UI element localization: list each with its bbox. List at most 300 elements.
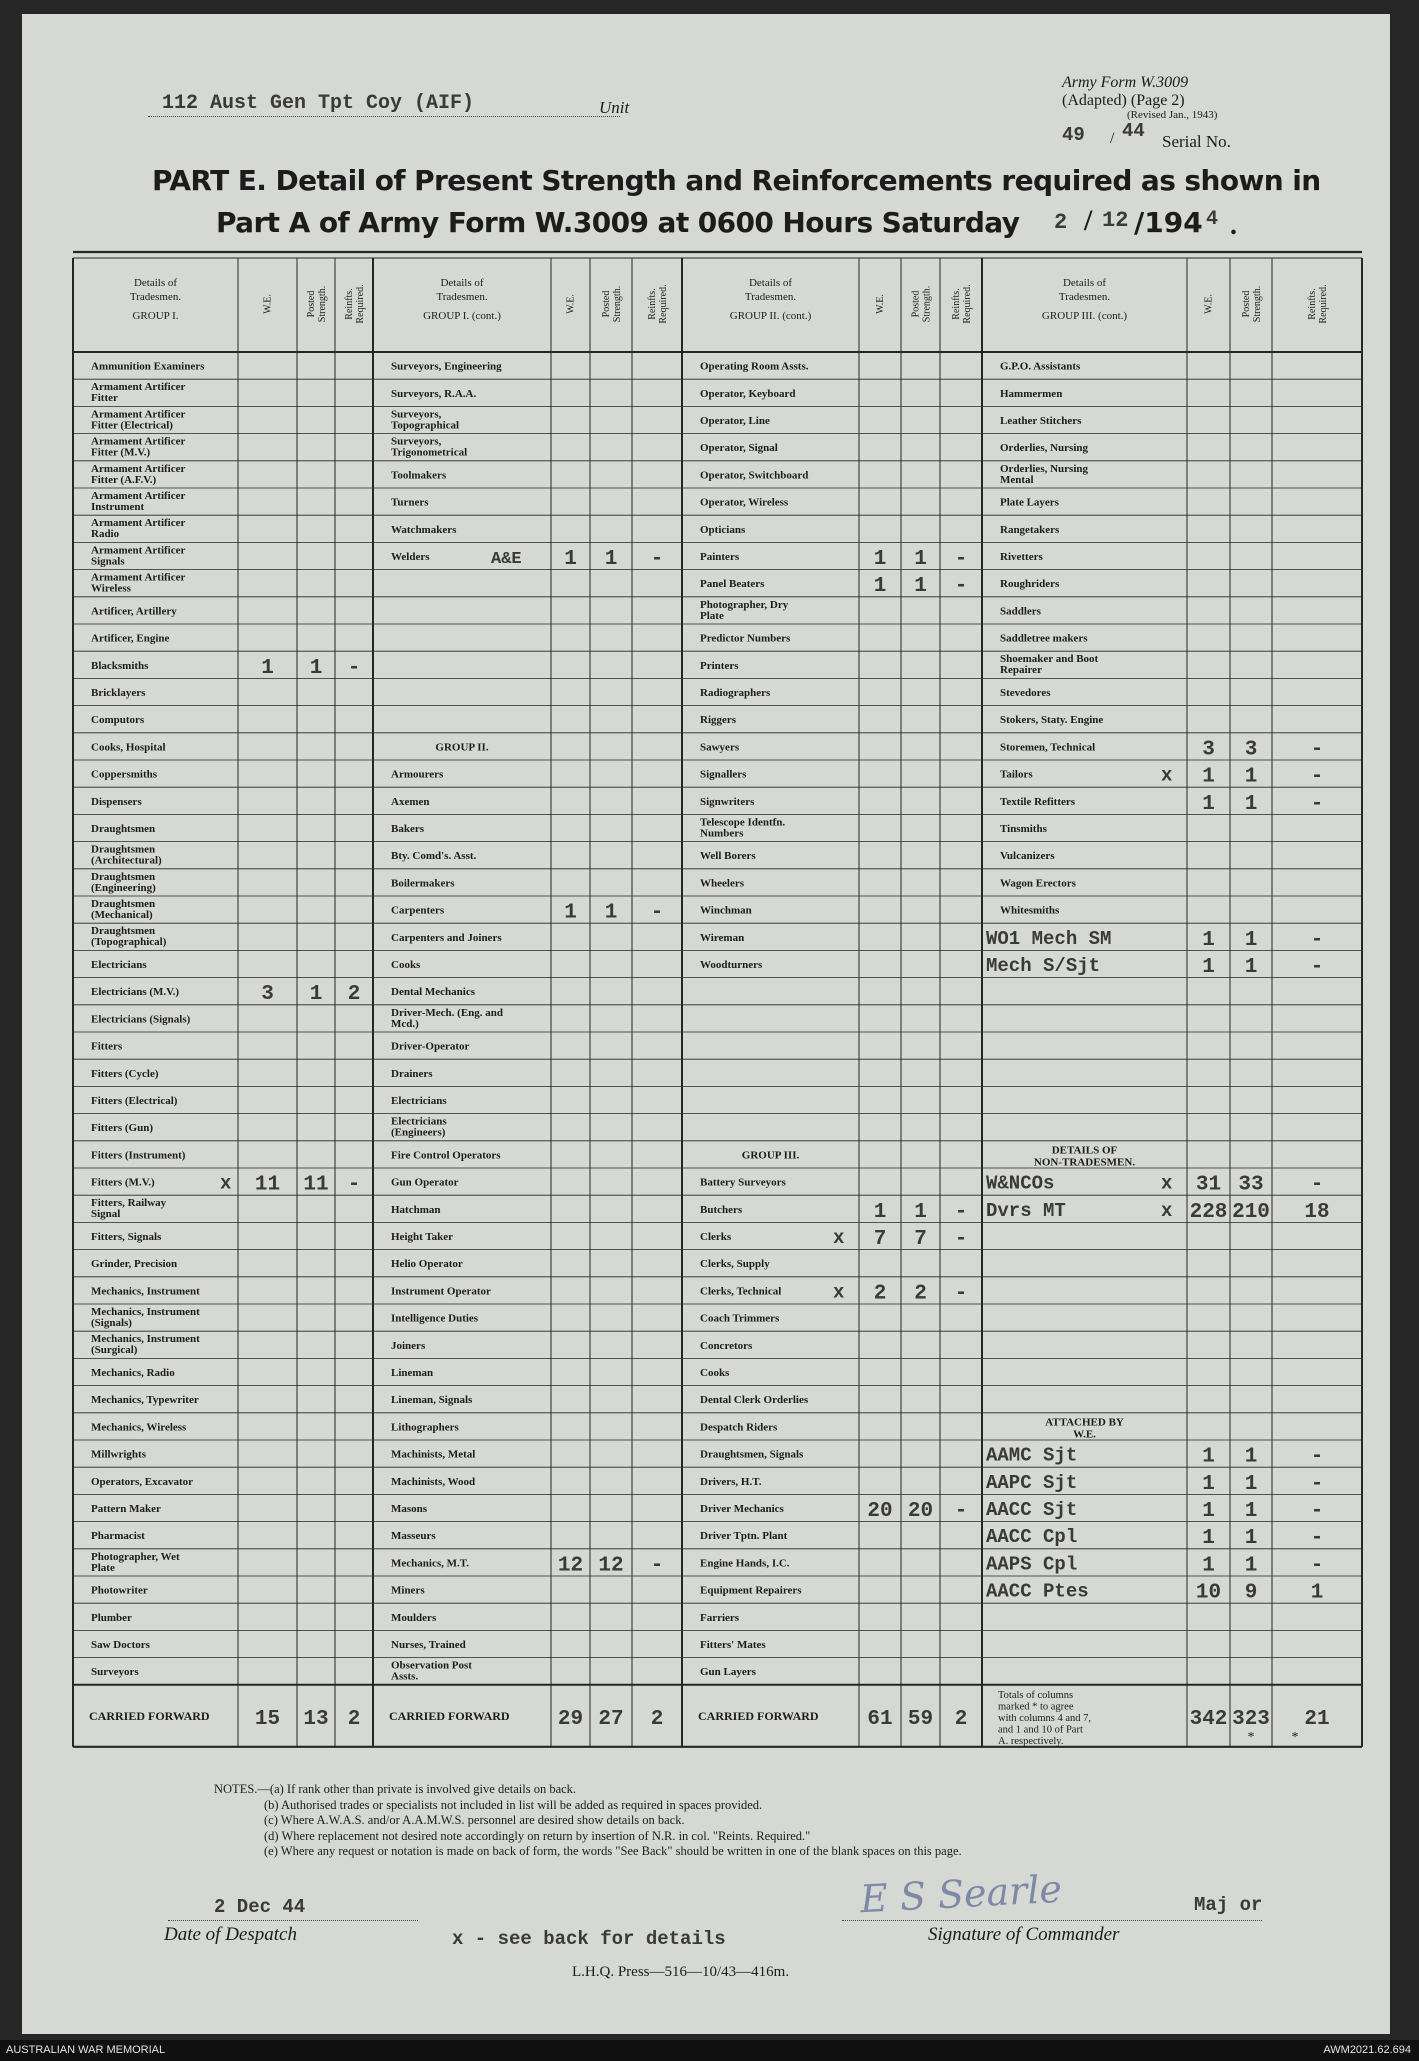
trade-label: Operator, Signal — [700, 442, 778, 455]
trade-label: Clerks, Technical — [700, 1285, 782, 1298]
trade-label: Fitters (Instrument) — [91, 1149, 186, 1162]
trade-label: Well Borers — [700, 850, 756, 863]
carried-posted: 59 — [907, 1707, 934, 1731]
trade-label: Woodturners — [700, 959, 763, 971]
trade-label: Fitters (Cycle) — [91, 1067, 159, 1080]
header-reinfts-line1: Reinfts. — [344, 288, 355, 320]
posted-value: 7 — [914, 1228, 927, 1251]
trade-label: Hammermen — [1000, 387, 1063, 400]
trade-label: Welders — [391, 551, 430, 563]
carried-posted: 27 — [598, 1707, 624, 1731]
we-value: 1 — [1202, 1445, 1215, 1469]
signature-label: Signature of Commander — [928, 1924, 1120, 1945]
trade-label: Machinists, Metal — [391, 1448, 476, 1461]
typed-entry-label: AACC Sjt — [986, 1499, 1078, 1521]
typed-entry-label: AAPS Cpl — [986, 1553, 1078, 1576]
we-value: 3 — [261, 983, 274, 1007]
posted-value: 1 — [914, 548, 927, 571]
trade-label: Signallers — [700, 768, 747, 781]
header-reinfts-line2: Required. — [962, 284, 973, 324]
posted-value: 3 — [1244, 738, 1258, 762]
trade-label: (Surgical) — [91, 1344, 138, 1357]
date-year-printed: /194 — [1134, 206, 1203, 239]
trade-label: Storemen, Technical — [1000, 741, 1096, 754]
header-we: W.E. — [565, 294, 577, 314]
reinfts-value: - — [1310, 1554, 1324, 1578]
trade-label: Tinsmiths — [1000, 823, 1047, 835]
trade-label: Radio — [91, 528, 120, 541]
trade-label: Driver Tptn. Plant — [700, 1530, 788, 1543]
we-value: 228 — [1189, 1200, 1228, 1224]
trade-label: Carpenters and Joiners — [391, 931, 502, 944]
header-details-line2: Tradesmen. — [1058, 291, 1111, 303]
posted-value: 1 — [1244, 765, 1258, 789]
posted-value: 1 — [309, 983, 323, 1007]
trade-label: Fitters (Electrical) — [91, 1095, 178, 1107]
group-heading: W.E. — [1073, 1428, 1096, 1441]
header-posted-line2: Strength. — [612, 285, 623, 323]
posted-value: 1 — [914, 1200, 927, 1224]
trade-label: Masseurs — [391, 1530, 436, 1543]
trade-label: Cooks, Hospital — [91, 741, 166, 754]
trade-label: Draughtsmen, Signals — [700, 1448, 804, 1461]
date-month: 12 — [1102, 208, 1129, 233]
trade-label: Mechanics, M.T. — [391, 1557, 470, 1570]
posted-value: 1 — [1244, 1472, 1258, 1496]
note-line: NOTES.—(a) If rank other than private is involved give details on back. — [214, 1782, 577, 1796]
posted-value: 2 — [914, 1282, 927, 1306]
header-reinfts-line2: Required. — [658, 284, 669, 324]
trade-label: Joiners — [391, 1339, 426, 1352]
trade-label: Armament Artificer — [91, 544, 186, 557]
trade-label: Battery Surveyors — [700, 1176, 786, 1189]
header-reinfts-line2: Required. — [355, 284, 366, 324]
trade-label: Driver-Operator — [391, 1040, 470, 1053]
trade-label: Concretors — [700, 1339, 753, 1352]
trade-label: (Engineers) — [391, 1126, 446, 1139]
trade-label: Sawyers — [700, 741, 740, 754]
we-value: 10 — [1195, 1581, 1222, 1605]
trade-label: Operator, Line — [700, 415, 770, 427]
trade-label: Rangetakers — [1000, 523, 1060, 536]
trade-label: Draughtsmen — [91, 843, 156, 856]
star-mark: * — [1291, 1729, 1299, 1745]
trade-label: Mechanics, Wireless — [91, 1421, 187, 1434]
trade-label: Carpenters — [391, 904, 445, 917]
trade-label: Nurses, Trained — [391, 1639, 466, 1651]
serial-b: 44 — [1122, 120, 1145, 142]
trade-label: Lithographers — [391, 1421, 459, 1434]
trade-label: Surveyors, — [391, 408, 442, 421]
trade-label: Draughtsmen — [91, 870, 156, 883]
trade-label: Height Taker — [391, 1231, 454, 1243]
trade-label: Pattern Maker — [91, 1503, 161, 1515]
trade-label: Plate Layers — [1000, 496, 1059, 509]
we-value: 1 — [1202, 1554, 1215, 1578]
trade-label: Rivetters — [1000, 551, 1043, 563]
reinfts-value: - — [1310, 738, 1324, 762]
trade-label: Helio Operator — [391, 1258, 463, 1271]
posted-value: 1 — [1244, 792, 1258, 816]
typed-entry-label: Mech S/Sjt — [986, 955, 1101, 977]
totals-note-line: Totals of columns — [998, 1689, 1074, 1701]
typed-entry-label: AAPC Sjt — [986, 1471, 1078, 1494]
form-name: Army Form W.3009 — [1062, 74, 1189, 91]
group-heading: DETAILS OF — [1051, 1144, 1118, 1157]
trade-label: Mechanics, Instrument — [91, 1285, 200, 1298]
posted-value: 12 — [598, 1554, 624, 1578]
trade-label: Computors — [91, 714, 145, 727]
trade-label: Operator, Wireless — [700, 496, 789, 509]
header-group-name: GROUP II. (cont.) — [729, 310, 812, 322]
trade-label: Textile Refitters — [1000, 795, 1076, 808]
trade-label: Numbers — [700, 827, 744, 840]
trade-label: Dental Clerk Orderlies — [700, 1394, 809, 1407]
header-we: W.E. — [1203, 294, 1215, 314]
printer-imprint: L.H.Q. Press—516—10/43—416m. — [572, 1964, 790, 1980]
carried-forward-label: CARRIED FORWARD — [698, 1708, 819, 1723]
trade-label: Saddletree makers — [1000, 632, 1088, 645]
trade-label: Panel Beaters — [700, 578, 765, 591]
trade-label: Mcd.) — [391, 1017, 419, 1030]
trade-label: Fitters (Gun) — [91, 1122, 154, 1135]
header-details-line2: Tradesmen. — [744, 291, 797, 303]
trade-label: Masons — [391, 1503, 428, 1515]
header-posted-line1: Posted — [306, 290, 317, 318]
reinfts-value: - — [1310, 956, 1324, 979]
trade-label: Orderlies, Nursing — [1000, 462, 1088, 475]
carried-reinfts: 2 — [650, 1707, 664, 1731]
header-reinfts-line1: Reinfts. — [1307, 288, 1318, 320]
reinfts-value: - — [347, 1173, 361, 1197]
trade-label: Dispensers — [91, 795, 142, 808]
trade-label: Machinists, Wood — [391, 1475, 476, 1488]
trade-label: (Signals) — [91, 1317, 132, 1329]
carried-reinfts: 21 — [1304, 1707, 1330, 1731]
commander-signature: E S Searle — [858, 1866, 1063, 1922]
star-mark: * — [1247, 1729, 1255, 1745]
trade-label: Saw Doctors — [91, 1639, 150, 1651]
trade-label: Trigonometrical — [391, 446, 468, 459]
trade-label: Clerks — [700, 1231, 732, 1243]
trade-label: Fitter (Electrical) — [91, 419, 173, 432]
trade-label: Winchman — [700, 904, 752, 917]
see-back-note: x - see back for details — [452, 1928, 726, 1950]
trade-label: Operator, Switchboard — [700, 469, 809, 482]
trade-label: Instrument Operator — [391, 1285, 491, 1298]
trade-label: Miners — [391, 1584, 425, 1597]
trade-label: Cooks — [391, 959, 421, 971]
header-posted-line2: Strength. — [921, 285, 933, 323]
archive-right: AWM2021.62.694 — [1323, 2044, 1411, 2056]
trade-label: Hatchman — [391, 1203, 441, 1216]
header-posted-line2: Strength. — [317, 285, 328, 323]
reinfts-value: - — [1310, 765, 1324, 789]
trade-label: Operators, Excavator — [91, 1475, 194, 1488]
we-value: 12 — [557, 1554, 584, 1578]
posted-value: 1 — [604, 901, 618, 925]
trade-label: Signwriters — [700, 795, 755, 808]
trade-label: Farriers — [700, 1611, 740, 1624]
trade-label: Fire Control Operators — [391, 1149, 501, 1162]
totals-note-line: marked * to agree — [998, 1701, 1074, 1713]
trade-label: Artificer, Artillery — [91, 605, 177, 618]
trade-label: Armament Artificer — [91, 435, 186, 448]
posted-value: 1 — [1244, 928, 1258, 952]
trade-label: Vulcanizers — [1000, 850, 1055, 863]
trade-label: Watchmakers — [391, 523, 457, 536]
we-value: 31 — [1195, 1173, 1222, 1197]
trade-label: Topographical — [391, 419, 460, 432]
reinfts-value: - — [1310, 928, 1324, 952]
trade-label: Coach Trimmers — [700, 1312, 780, 1325]
header-details-line1: Details of — [133, 277, 178, 289]
reinfts-value: - — [650, 1554, 664, 1578]
serial-a: 49 — [1062, 124, 1085, 146]
header-we: W.E. — [875, 294, 886, 314]
carried-forward-label: CARRIED FORWARD — [89, 1708, 210, 1723]
date-year-digit: 4 — [1206, 208, 1219, 231]
header-we: W.E. — [262, 294, 274, 314]
we-value: 3 — [1202, 738, 1215, 762]
posted-value: 1 — [604, 548, 618, 571]
we-value: 1 — [1202, 1527, 1215, 1551]
trade-label: Fitters (M.V.) — [91, 1176, 155, 1189]
header-posted-line2: Strength. — [1252, 285, 1263, 323]
trade-label: Instrument — [91, 501, 145, 513]
reinfts-value: 2 — [347, 983, 361, 1007]
header-details-line1: Details of — [1062, 277, 1107, 289]
reinfts-value: - — [954, 1228, 968, 1251]
trade-label: Lineman — [391, 1367, 434, 1379]
despatch-date: 2 Dec 44 — [214, 1896, 306, 1918]
trade-label: Armament Artificer — [91, 462, 186, 475]
trade-label: Whitesmiths — [1000, 904, 1060, 917]
trade-label: Draughtsmen — [91, 898, 156, 910]
trade-label: Assts. — [391, 1670, 419, 1683]
carried-posted: 323 — [1232, 1707, 1270, 1731]
trade-label: Saddlers — [1000, 605, 1041, 618]
trade-label: Repairer — [1000, 664, 1042, 677]
typed-mark: x — [833, 1281, 845, 1304]
trade-label: Armament Artificer — [91, 381, 186, 394]
group-heading: GROUP III. — [741, 1149, 800, 1162]
trade-label: Wireless — [91, 582, 131, 595]
reinfts-value: - — [954, 1282, 968, 1306]
we-value: 1 — [1202, 765, 1215, 789]
trade-label: Wireman — [700, 931, 745, 944]
we-value: 1 — [873, 1200, 887, 1224]
header-details-line1: Details of — [440, 277, 484, 289]
header-group-name: GROUP III. (cont.) — [1041, 310, 1128, 322]
posted-value: 20 — [907, 1500, 934, 1523]
trade-label: Clerks, Supply — [700, 1258, 770, 1271]
trade-label: Plate — [91, 1561, 115, 1574]
trade-label: Driver-Mech. (Eng. and — [391, 1006, 504, 1019]
trade-label: Telescope Identfn. — [700, 816, 786, 829]
carried-we: 61 — [867, 1707, 893, 1731]
carried-we: 15 — [254, 1707, 281, 1731]
header-posted-line1: Posted — [910, 290, 922, 318]
posted-value: 1 — [914, 575, 927, 599]
trade-label: Fitters' Mates — [700, 1639, 766, 1651]
trade-label: Mechanics, Instrument — [91, 1333, 200, 1346]
trade-label: Armament Artificer — [91, 408, 186, 421]
header-reinfts-line2: Required. — [1318, 284, 1329, 324]
posted-value: 1 — [1244, 1554, 1258, 1578]
trade-label: Mechanics, Instrument — [91, 1306, 200, 1318]
despatch-label: Date of Despatch — [164, 1924, 297, 1945]
trade-label: Surveyors, R.A.A. — [391, 387, 477, 400]
typed-mark: x — [833, 1227, 845, 1249]
we-value: 1 — [261, 656, 274, 680]
reinfts-value: - — [954, 575, 968, 599]
trade-label: Stokers, Staty. Engine — [1000, 714, 1104, 727]
trade-label: Photographer, Dry — [700, 598, 789, 611]
trade-label: Electricians (M.V.) — [91, 986, 180, 999]
date-day: 2 — [1054, 210, 1068, 235]
trade-label: Riggers — [700, 714, 737, 727]
trade-label: Operator, Keyboard — [700, 387, 796, 400]
reinfts-value: - — [1310, 1527, 1324, 1551]
we-value: 7 — [873, 1228, 887, 1251]
trade-label: Driver Mechanics — [700, 1503, 784, 1515]
we-value: 1 — [1202, 792, 1215, 816]
trade-label: (Architectural) — [91, 854, 162, 867]
we-value: 20 — [867, 1500, 893, 1523]
trade-label: Intelligence Duties — [391, 1312, 479, 1325]
reinfts-value: - — [954, 1500, 968, 1523]
posted-value: 1 — [1244, 1500, 1258, 1523]
trade-label: Bty. Comd's. Asst. — [391, 850, 477, 863]
posted-value: 9 — [1244, 1581, 1258, 1605]
reinfts-value: - — [954, 548, 968, 571]
note-line: (c) Where A.W.A.S. and/or A.A.M.W.S. personnel are desired show details on back. — [264, 1813, 685, 1827]
title-line-2: Part A of Army Form W.3009 at 0600 Hours Saturday — [216, 206, 1020, 239]
posted-value: 11 — [303, 1173, 329, 1197]
posted-value: 1 — [1244, 956, 1258, 979]
header-group-name: GROUP I. — [132, 310, 179, 322]
trade-label: Moulders — [391, 1611, 437, 1624]
trade-label: Surveyors, — [391, 435, 442, 448]
note-line: (d) Where replacement not desired note accordingly on return by insertion of N.R. in col. "Reints. Required." — [264, 1828, 811, 1843]
header-details-line1: Details of — [748, 277, 793, 289]
trade-label: Painters — [700, 551, 740, 563]
trade-label: Coppersmiths — [91, 768, 158, 781]
group-heading: GROUP II. — [435, 741, 489, 754]
trade-label: Shoemaker and Boot — [1000, 653, 1099, 666]
trade-label: Fitters, Railway — [91, 1197, 167, 1210]
typed-mark: x — [1161, 1172, 1173, 1195]
reinfts-value: 1 — [1310, 1581, 1324, 1605]
trade-label: Signals — [91, 555, 125, 568]
posted-value: 1 — [309, 656, 323, 680]
trade-label: Surveyors, Engineering — [391, 360, 502, 373]
reinfts-value: - — [347, 656, 361, 680]
trade-label: Armament Artificer — [91, 490, 186, 502]
archive-strip — [0, 2040, 1419, 2061]
we-value: 1 — [1202, 956, 1215, 979]
group-heading: ATTACHED BY — [1045, 1416, 1124, 1429]
we-value: 1 — [564, 901, 577, 925]
trade-label: Ammunition Examiners — [91, 360, 205, 373]
reinfts-value: 18 — [1304, 1200, 1330, 1224]
form-revised: (Revised Jan., 1943) — [1127, 109, 1218, 121]
signature-dotted-line — [842, 1920, 1262, 1921]
trade-label: Draughtsmen — [91, 925, 156, 938]
trade-label: Gun Layers — [700, 1666, 756, 1679]
typed-entry-label: AAMC Sjt — [986, 1444, 1078, 1467]
trade-label: Signal — [91, 1208, 121, 1221]
typed-entry-label: Dvrs MT — [986, 1199, 1066, 1222]
carried-forward-label: CARRIED FORWARD — [389, 1708, 510, 1723]
trade-label: Cooks — [700, 1367, 730, 1379]
rank-typed: Maj or — [1194, 1894, 1263, 1916]
strength-table — [22, 14, 1390, 2034]
trade-label: Operating Room Assts. — [700, 360, 809, 373]
header-details-line2: Tradesmen. — [129, 291, 182, 303]
trade-label: Armament Artificer — [91, 517, 186, 530]
trade-label: (Mechanical) — [91, 909, 153, 921]
posted-value: 1 — [1244, 1445, 1258, 1469]
carried-reinfts: 2 — [347, 1707, 361, 1731]
trade-label: Orderlies, Nursing — [1000, 442, 1088, 455]
unit-name: 112 Aust Gen Tpt Coy (AIF) — [162, 92, 475, 115]
trade-label: Boilermakers — [391, 877, 455, 890]
trade-label: Mechanics, Radio — [91, 1367, 175, 1379]
trade-label: Surveyors — [91, 1666, 139, 1679]
trade-label: Toolmakers — [391, 469, 447, 482]
typed-entry-label: AACC Cpl — [986, 1526, 1078, 1549]
we-value: 1 — [873, 575, 887, 599]
trade-label: Axemen — [391, 795, 430, 808]
trade-label: Bakers — [391, 823, 424, 835]
trade-label: Fitters — [91, 1040, 123, 1053]
trade-label: Drivers, H.T. — [700, 1475, 762, 1488]
typed-entry-label: W&NCOs — [986, 1172, 1055, 1195]
trade-label: Tailors — [1000, 768, 1033, 781]
typed-mark: A&E — [491, 550, 522, 569]
trade-label: Observation Post — [391, 1659, 472, 1672]
trade-label: Butchers — [700, 1203, 743, 1216]
totals-note-line: with columns 4 and 7, — [998, 1712, 1092, 1724]
note-line: (e) Where any request or notation is made on back of form, the words "See Back" should be written in one of the blank spaces on this page. — [264, 1844, 962, 1858]
reinfts-value: - — [650, 548, 664, 571]
trade-label: Leather Stitchers — [1000, 415, 1082, 427]
trade-label: Dental Mechanics — [391, 986, 476, 999]
trade-label: Roughriders — [1000, 578, 1060, 591]
trade-label: Stevedores — [1000, 687, 1051, 699]
notes-block — [214, 1782, 962, 1860]
trade-label: Fitter (M.V.) — [91, 446, 151, 459]
reinfts-value: - — [1310, 792, 1324, 816]
trade-label: Electricians — [391, 1095, 447, 1107]
trade-label: Electricians (Signals) — [91, 1013, 191, 1026]
trade-label: Fitter — [91, 392, 118, 405]
reinfts-value: - — [954, 1200, 968, 1224]
we-value: 1 — [873, 548, 887, 571]
trade-label: Fitter (A.F.V.) — [91, 473, 157, 486]
trade-label: Blacksmiths — [91, 659, 149, 672]
trade-label: Bricklayers — [91, 687, 146, 699]
trade-label: Grinder, Precision — [91, 1258, 178, 1271]
trade-label: (Engineering) — [91, 881, 156, 894]
totals-note-line: and 1 and 10 of Part — [998, 1724, 1083, 1736]
header-posted-line1: Posted — [601, 290, 612, 318]
trade-label: Plumber — [91, 1611, 132, 1624]
title-line-1: PART E. Detail of Present Strength and Reinforcements required as shown in — [152, 164, 1321, 197]
trade-label: Millwrights — [91, 1448, 146, 1461]
